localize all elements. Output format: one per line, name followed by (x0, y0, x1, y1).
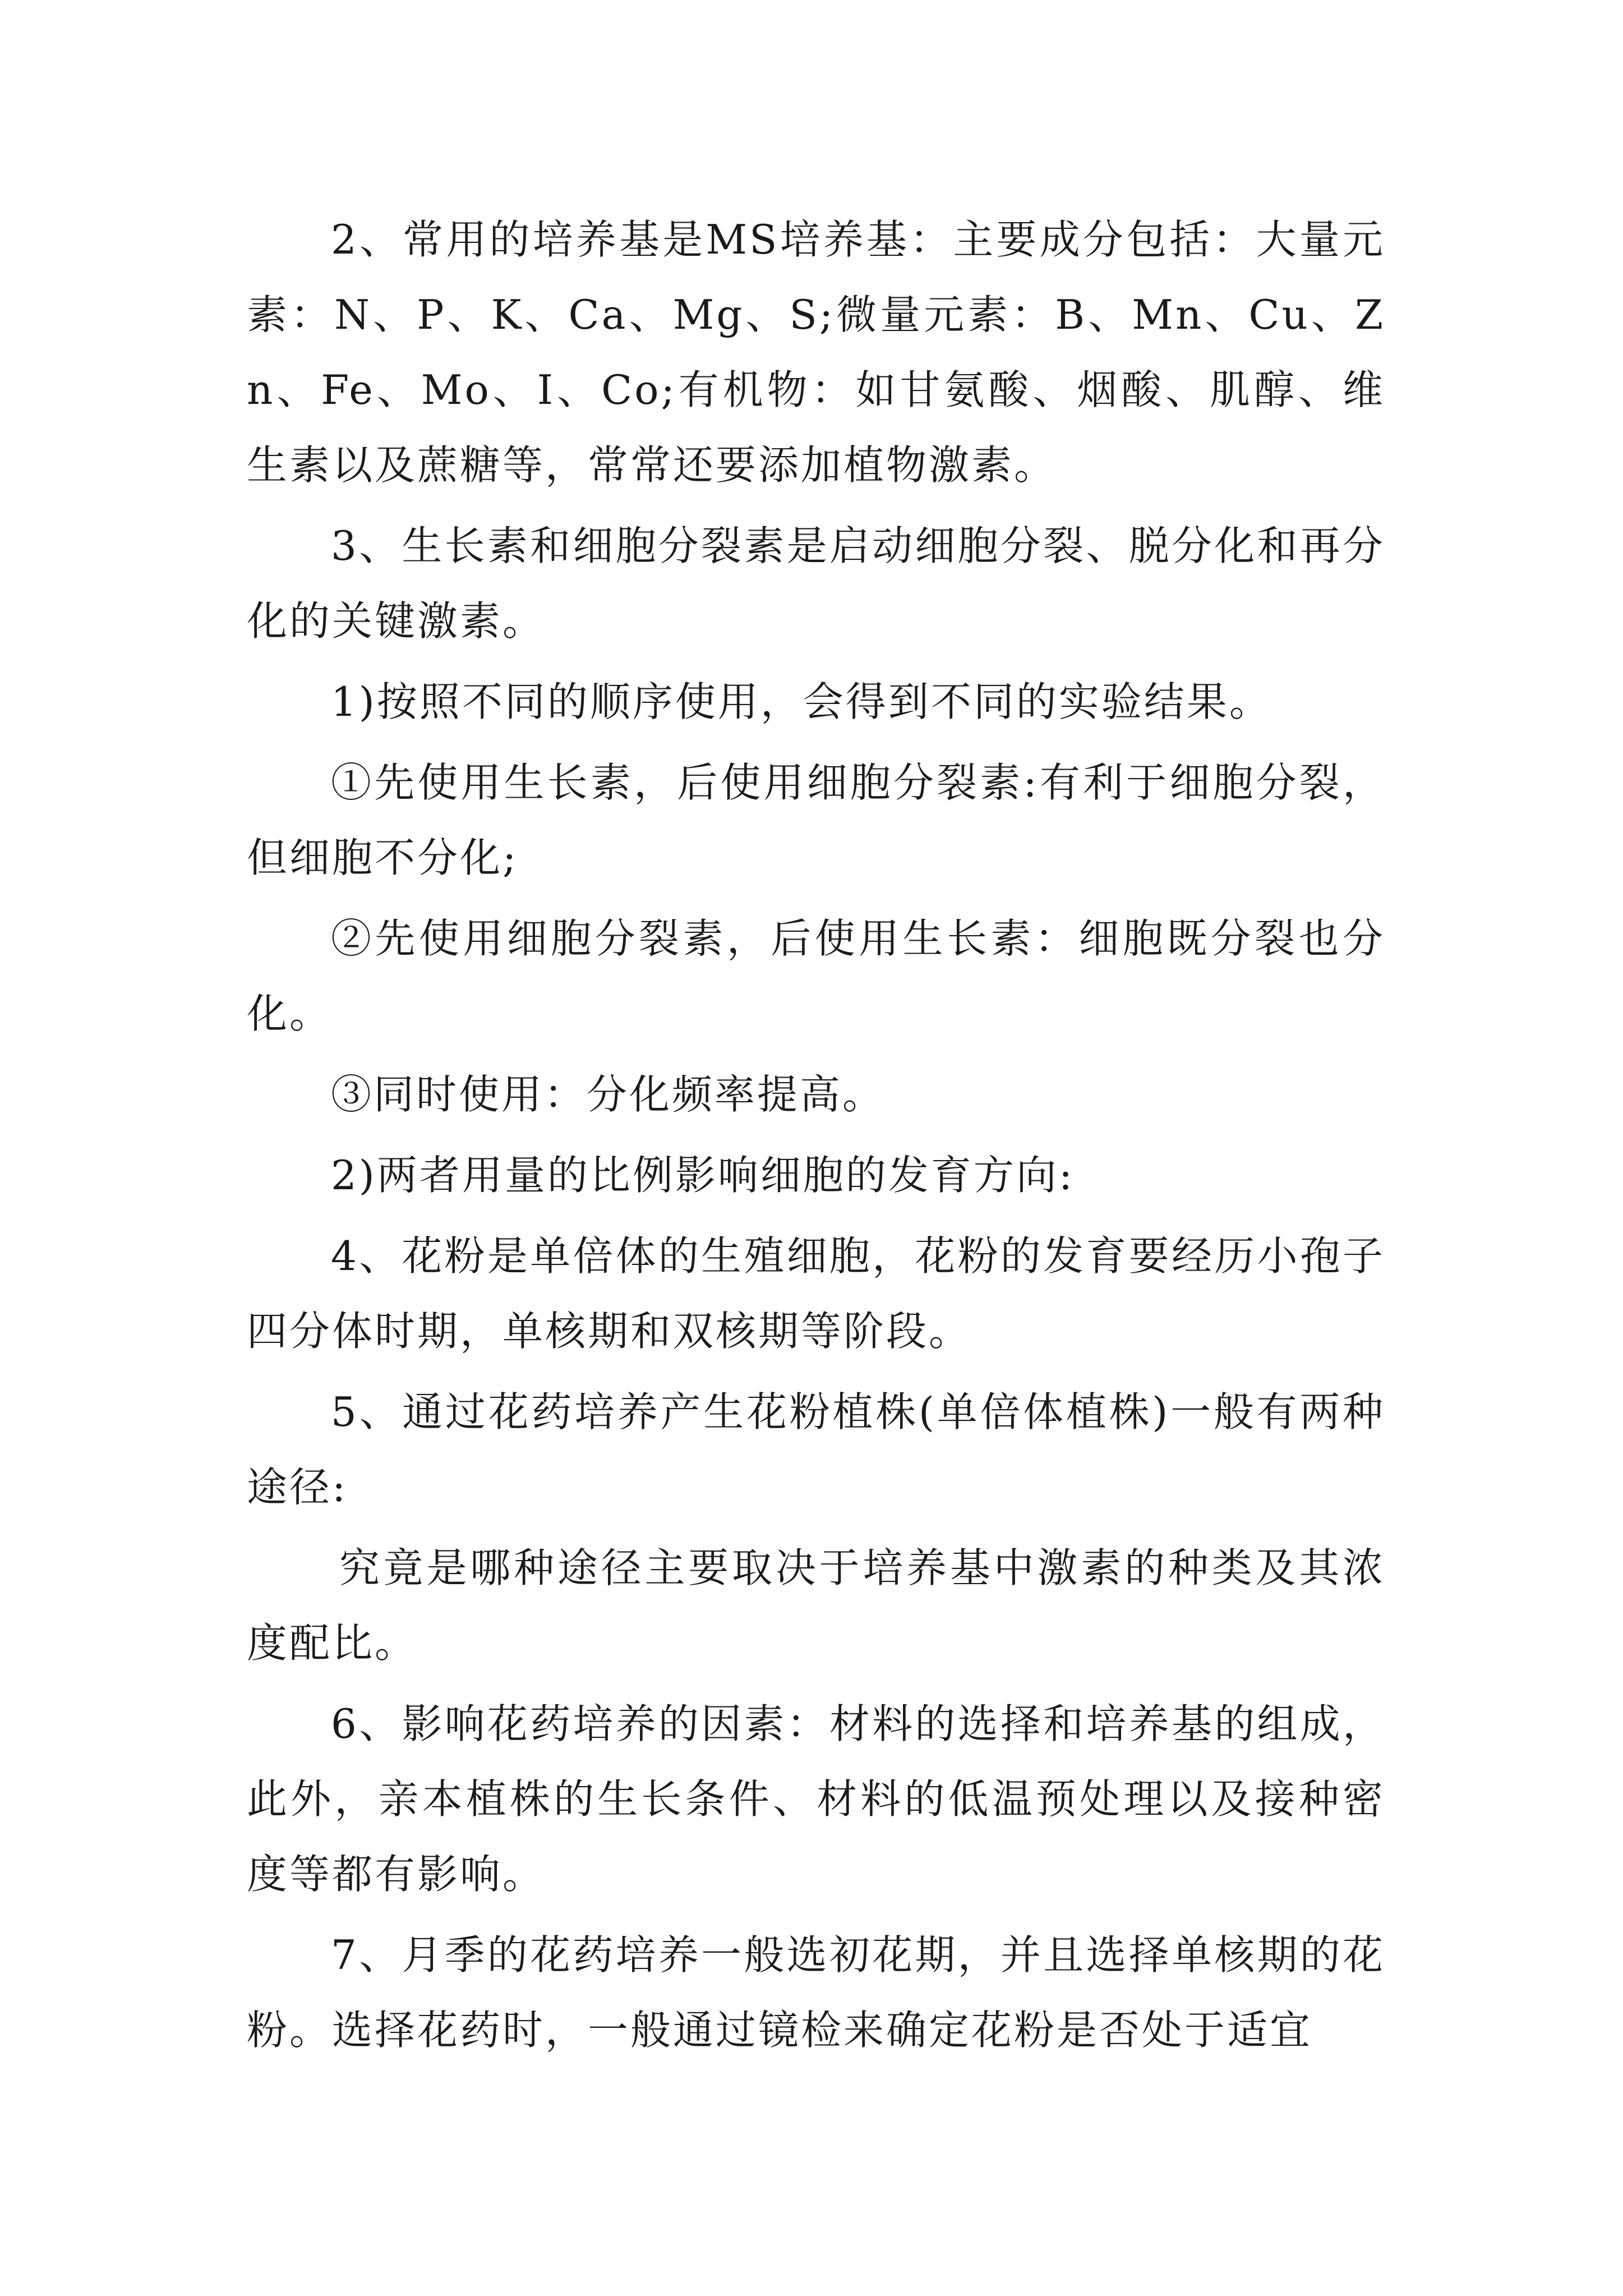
paragraph-6: 6、影响花药培养的因素：材料的选择和培养基的组成，此外，亲本植株的生长条件、材料的低温预处理以及接种密度等都有影响。 (247, 1700, 1385, 1898)
paragraph-3-1a: ①先使用生长素，后使用细胞分裂素:有利于细胞分裂，但细胞不分化; (247, 759, 1385, 881)
paragraph-5: 5、通过花药培养产生花粉植株(单倍体植株)一般有两种途径: (247, 1388, 1385, 1511)
paragraph-3-2: 2)两者用量的比例影响细胞的发育方向: (331, 1152, 1075, 1199)
paragraph-3-1b: ②先使用细胞分裂素，后使用生长素：细胞既分裂也分化。 (247, 915, 1385, 1037)
paragraph-3: 3、生长素和细胞分裂素是启动细胞分裂、脱分化和再分化的关键激素。 (247, 522, 1385, 645)
paragraph-4: 4、花粉是单倍体的生殖细胞，花粉的发育要经历小孢子四分体时期，单核期和双核期等阶段。 (247, 1232, 1385, 1355)
paragraph-3-1: 1)按照不同的顺序使用，会得到不同的实验结果。 (331, 678, 1272, 725)
paragraph-2: 2、常用的培养基是MS培养基：主要成分包括：大量元素：N、P、K、Ca、Mg、S;微量元素：B、Mn、Cu、Zn、Fe、Mo、I、Co;有机物：如甘氨酸、烟酸、肌醇、维生素以及蔗糖等，常常还要添加植物激素。 (247, 216, 1385, 489)
paragraph-7: 7、月季的花药培养一般选初花期，并且选择单核期的花粉。选择花药时，一般通过镜检来确定花粉是否处于适宜 (247, 1931, 1385, 2054)
paragraph-3-1c: ③同时使用：分化频率提高。 (331, 1071, 886, 1118)
document-page (247, 202, 1385, 2073)
paragraph-5-note: 究竟是哪种途径主要取决于培养基中激素的种类及其浓度配比。 (247, 1544, 1385, 1667)
